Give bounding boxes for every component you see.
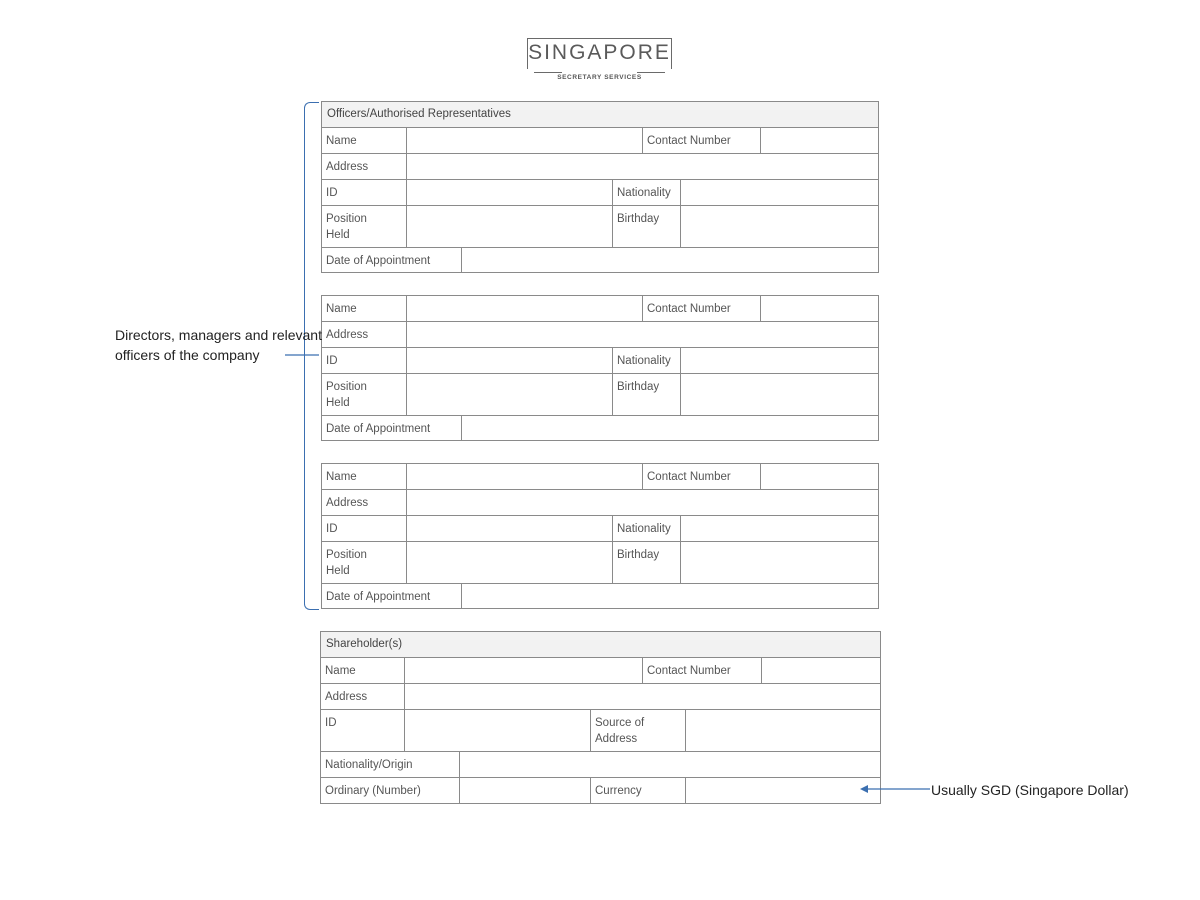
officer-2-nationality-field[interactable] — [680, 347, 879, 373]
officer-1-position-label: Position Held — [326, 213, 367, 241]
officer-1-id-label: ID — [326, 187, 338, 199]
shareholder-name-label: Name — [325, 665, 356, 677]
officer-2-id-label: ID — [326, 355, 338, 367]
officer-3-contact-field[interactable] — [760, 463, 879, 489]
officer-3-position-label: Position Held — [326, 549, 367, 577]
shareholder-currency-label: Currency — [595, 785, 642, 797]
logo-sub-text: SECRETARY SERVICES — [553, 74, 646, 81]
officer-3-address-field[interactable] — [406, 489, 879, 515]
bracket-pointer — [285, 350, 325, 360]
officer-3-name-label: Name — [326, 471, 357, 483]
officer-1-address-label: Address — [326, 161, 369, 173]
officer-3-appointment-field[interactable] — [461, 583, 879, 609]
officer-1-appointment-field[interactable] — [461, 247, 879, 273]
officer-2-position-label: Position Held — [326, 381, 367, 409]
officer-2-position-field[interactable] — [406, 373, 612, 415]
officer-2-appointment-label: Date of Appointment — [326, 423, 431, 435]
officer-3-contact-label: Contact Number — [647, 471, 731, 483]
officer-3-id-label: ID — [326, 523, 338, 535]
officer-1-address-field[interactable] — [406, 153, 879, 179]
shareholder-contact-label: Contact Number — [647, 665, 731, 677]
shareholder-address-label: Address — [325, 691, 368, 703]
officer-1-contact-label: Contact Number — [647, 135, 731, 147]
officer-2-nationality-label: Nationality — [617, 355, 671, 367]
shareholder-ordinary-label: Ordinary (Number) — [325, 785, 421, 797]
officer-3-birthday-field[interactable] — [680, 541, 879, 583]
shareholder-id-label: ID — [325, 717, 337, 729]
officer-2-name-label: Name — [326, 303, 357, 315]
officer-3-birthday-label: Birthday — [617, 549, 660, 561]
shareholder-source-field[interactable] — [685, 709, 881, 751]
shareholder-id-field[interactable] — [404, 709, 590, 751]
officer-2-birthday-field[interactable] — [680, 373, 879, 415]
officer-1-name-field[interactable] — [406, 127, 642, 153]
officer-1-id-field[interactable] — [406, 179, 612, 205]
officer-2-contact-field[interactable] — [760, 295, 879, 321]
officer-2-name-field[interactable] — [406, 295, 642, 321]
currency-note: Usually SGD (Singapore Dollar) — [931, 782, 1129, 798]
officer-1-nationality-label: Nationality — [617, 187, 671, 199]
officer-2-contact-label: Contact Number — [647, 303, 731, 315]
shareholder-nationality-label: Nationality/Origin — [325, 759, 413, 771]
officer-3-nationality-field[interactable] — [680, 515, 879, 541]
shareholder-contact-field[interactable] — [761, 657, 881, 683]
officer-1-birthday-label: Birthday — [617, 213, 660, 225]
shareholder-currency-field[interactable] — [685, 777, 881, 804]
officers-note: Directors, managers and relevant officers of the company — [115, 327, 322, 363]
officer-2-address-label: Address — [326, 329, 369, 341]
officer-2-birthday-label: Birthday — [617, 381, 660, 393]
officer-3-address-label: Address — [326, 497, 369, 509]
logo-main-text: SINGAPORE — [528, 41, 671, 64]
company-logo — [527, 38, 672, 81]
officer-2-id-field[interactable] — [406, 347, 612, 373]
officer-1-birthday-field[interactable] — [680, 205, 879, 247]
shareholders-header: Shareholder(s) — [321, 632, 880, 657]
officer-2-address-field[interactable] — [406, 321, 879, 347]
officer-3-nationality-label: Nationality — [617, 523, 671, 535]
officer-3-id-field[interactable] — [406, 515, 612, 541]
currency-arrow-icon — [860, 782, 932, 796]
officer-3-appointment-label: Date of Appointment — [326, 591, 431, 603]
officer-3-name-field[interactable] — [406, 463, 642, 489]
officer-1-contact-field[interactable] — [760, 127, 879, 153]
officers-header: Officers/Authorised Representatives — [322, 102, 878, 127]
shareholder-name-field[interactable] — [404, 657, 642, 683]
officer-1-nationality-field[interactable] — [680, 179, 879, 205]
officer-3-position-field[interactable] — [406, 541, 612, 583]
shareholder-address-field[interactable] — [404, 683, 881, 709]
officer-1-position-field[interactable] — [406, 205, 612, 247]
officer-1-name-label: Name — [326, 135, 357, 147]
shareholder-ordinary-field[interactable] — [459, 777, 590, 804]
shareholder-source-label: Source of Address — [595, 717, 645, 745]
officer-1-appointment-label: Date of Appointment — [326, 255, 431, 267]
shareholder-nationality-field[interactable] — [459, 751, 881, 777]
officer-2-appointment-field[interactable] — [461, 415, 879, 441]
